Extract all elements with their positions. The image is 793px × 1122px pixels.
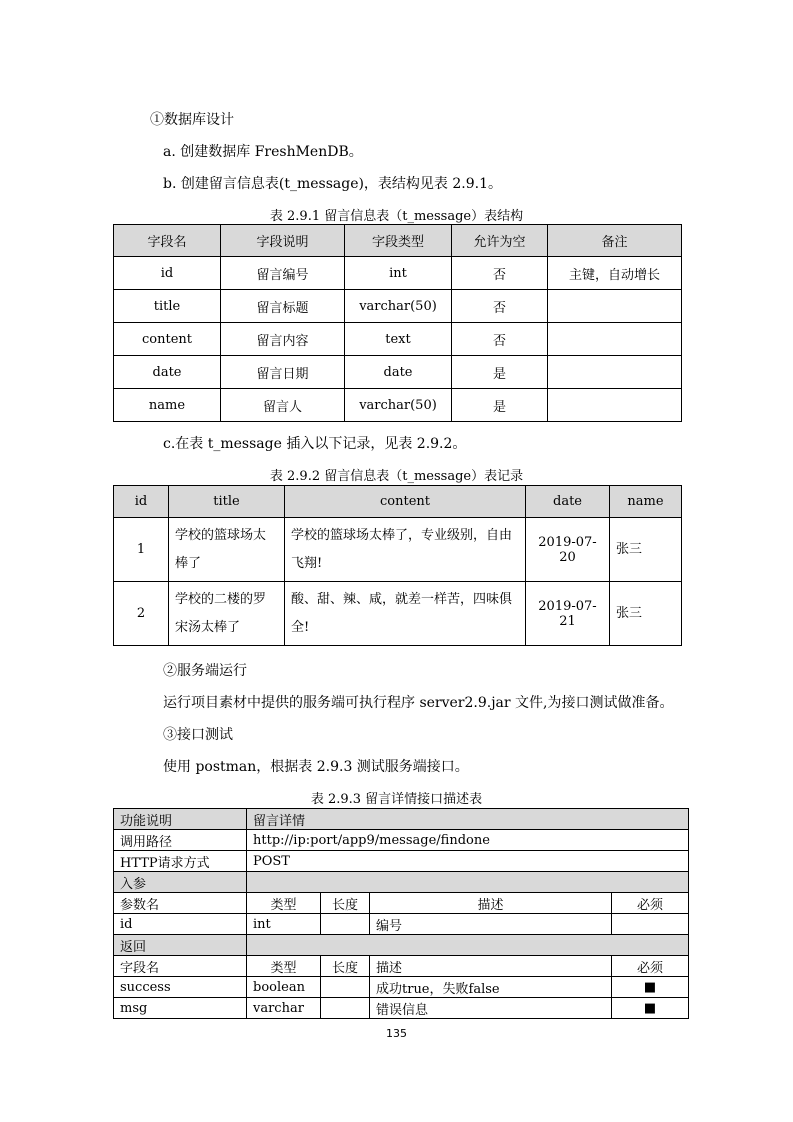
header-cell: 字段名 [114,225,221,257]
table-header-row [114,225,682,257]
cell: 描述 [370,956,612,977]
table-api [113,808,689,1019]
cell: 学校的篮球场太棒了 [169,518,285,582]
cell [548,323,682,356]
cell: HTTP请求方式 [114,851,247,872]
step-b: b. 创建留言信息表(t_message)，表结构见表 2.9.1。 [163,176,503,192]
server-run-text: 运行项目素材中提供的服务端可执行程序 server2.9.jar 文件,为接口测试做准备。 [163,695,674,711]
header-cell: title [169,486,285,518]
table-structure [113,224,682,422]
cell: 否 [452,290,548,323]
table-row [114,809,689,830]
cell: 留言人 [221,389,345,422]
cell: 返回 [114,935,247,956]
section-heading-db-design: ①数据库设计 [150,112,234,128]
cell: 留言日期 [221,356,345,389]
cell: 调用路径 [114,830,247,851]
cell [548,389,682,422]
header-cell: 备注 [548,225,682,257]
cell: date [345,356,452,389]
cell: 编号 [370,914,612,935]
section-heading-server-run: ②服务端运行 [163,663,247,679]
cell: name [114,389,221,422]
table-row [114,582,682,646]
step-a: a. 创建数据库 FreshMenDB。 [163,144,363,160]
cell [321,914,370,935]
cell: 2019-07-20 [526,518,610,582]
cell: content [114,323,221,356]
cell: 留言详情 [247,809,689,830]
table-row [114,356,682,389]
page-number: 135 [386,1027,407,1040]
cell: msg [114,998,247,1019]
header-cell: 字段类型 [345,225,452,257]
cell: 2019-07-21 [526,582,610,646]
cell: varchar(50) [345,389,452,422]
cell: 长度 [321,893,370,914]
table3-caption: 表 2.9.3 留言详情接口描述表 [310,792,483,807]
cell [321,998,370,1019]
cell: 张三 [610,518,682,582]
cell: int [247,914,321,935]
cell: 学校的二楼的罗宋汤太棒了 [169,582,285,646]
cell [247,935,689,956]
header-cell: date [526,486,610,518]
cell: date [114,356,221,389]
cell: 是 [452,356,548,389]
table-row [114,872,689,893]
table-row [114,851,689,872]
table-header-row [114,956,689,977]
cell: 类型 [247,956,321,977]
cell: 是 [452,389,548,422]
cell [247,872,689,893]
table-row [114,914,689,935]
table-row [114,290,682,323]
cell: POST [247,851,689,872]
table-row [114,389,682,422]
cell: 参数名 [114,893,247,914]
cell: title [114,290,221,323]
cell: 否 [452,323,548,356]
cell: 功能说明 [114,809,247,830]
table2-caption: 表 2.9.2 留言信息表（t_message）表记录 [269,469,524,484]
cell: 1 [114,518,169,582]
cell: success [114,977,247,998]
header-cell: 字段说明 [221,225,345,257]
table-row [114,323,682,356]
cell: 留言编号 [221,257,345,290]
cell: 张三 [610,582,682,646]
cell: varchar(50) [345,290,452,323]
cell: varchar [247,998,321,1019]
header-cell: content [285,486,526,518]
cell: 必须 [612,956,689,977]
cell: 错误信息 [370,998,612,1019]
cell: 酸、甜、辣、咸，就差一样苦，四味俱全! [285,582,526,646]
cell: 主键，自动增长 [548,257,682,290]
table-header-row [114,486,682,518]
table-row [114,935,689,956]
cell: id [114,257,221,290]
table-row [114,518,682,582]
cell: 必须 [612,893,689,914]
required-mark: ■ [612,998,689,1019]
table-records [113,485,682,646]
cell: 成功true，失败false [370,977,612,998]
table-row [114,830,689,851]
cell: text [345,323,452,356]
cell [548,290,682,323]
cell: 留言内容 [221,323,345,356]
header-cell: name [610,486,682,518]
required-mark: ■ [612,977,689,998]
cell: id [114,914,247,935]
cell: 描述 [370,893,612,914]
cell: int [345,257,452,290]
cell: boolean [247,977,321,998]
cell: 长度 [321,956,370,977]
section-heading-api-test: ③接口测试 [163,727,233,743]
table-row [114,977,689,998]
cell: http://ip:port/app9/message/findone [247,830,689,851]
cell [612,914,689,935]
cell: 字段名 [114,956,247,977]
table-header-row [114,893,689,914]
header-cell: id [114,486,169,518]
cell: 留言标题 [221,290,345,323]
table-row [114,257,682,290]
cell: 2 [114,582,169,646]
api-test-text: 使用 postman，根据表 2.9.3 测试服务端接口。 [163,759,469,775]
cell [321,977,370,998]
step-c: c.在表 t_message 插入以下记录，见表 2.9.2。 [163,436,467,452]
header-cell: 允许为空 [452,225,548,257]
cell: 入参 [114,872,247,893]
cell: 学校的篮球场太棒了，专业级别，自由飞翔! [285,518,526,582]
table1-caption: 表 2.9.1 留言信息表（t_message）表结构 [269,209,524,224]
cell: 否 [452,257,548,290]
cell [548,356,682,389]
table-row [114,998,689,1019]
cell: 类型 [247,893,321,914]
